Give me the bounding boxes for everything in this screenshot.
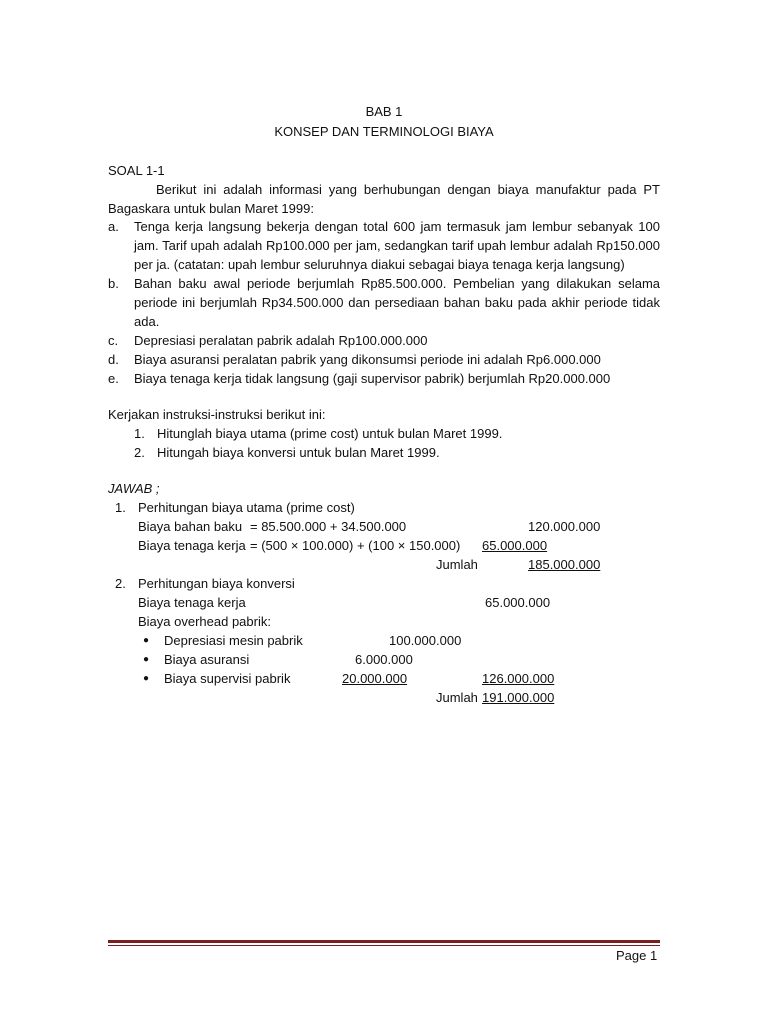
row1-formula: = 85.500.000 + 34.500.000 [250,519,407,534]
item-a-line-2: jam. Tarif upah adalah Rp100.000 per jam, sedangkan tarif upah lembur adalah Rp150.000 [134,238,660,253]
part1-total-label: Jumlah [436,557,478,572]
item-a-line-1: Tenga kerja langsung bekerja dengan total 600 jam termasuk jam lembur sebanyak 100 [134,219,660,234]
item-e-text: Biaya tenaga kerja tidak langsung (gaji supervisor pabrik) berjumlah Rp20.000.000 [134,371,611,386]
task-1-text: Hitunglah biaya utama (prime cost) untuk bulan Maret 1999. [157,426,503,441]
item-d-text: Biaya asuransi peralatan pabrik yang dikonsumsi periode ini adalah Rp6.000.000 [134,352,601,367]
part1-total-value: 185.000.000 [528,557,601,572]
footer-rule-thin [108,945,660,946]
bullet-icon: ● [143,635,150,646]
instruction-text: Kerjakan instruksi-instruksi berikut ini: [108,407,326,422]
task-2-text: Hitungah biaya konversi untuk bulan Maret 1999. [157,445,440,460]
part2-total-value: 191.000.000 [482,690,555,705]
bullet-2-label: Biaya asuransi [164,652,250,667]
intro-line-2: Bagaskara untuk bulan Maret 1999: [108,201,314,216]
chapter-heading: BAB 1 [365,104,403,119]
intro-line-1: Berikut ini adalah informasi yang berhubungan dengan biaya manufaktur pada PT [156,182,660,197]
row1-value: 120.000.000 [528,519,601,534]
answer-label: JAWAB ; [108,481,160,496]
page-number: Page 1 [616,948,658,963]
row2-value: 65.000.000 [482,538,548,553]
bullet-3-label: Biaya supervisi pabrik [164,671,291,686]
item-c-text: Depresiasi peralatan pabrik adalah Rp100.000.000 [134,333,428,348]
item-marker: e. [108,371,119,386]
task-marker: 1. [134,426,145,441]
part2-title: Perhitungan biaya konversi [138,576,295,591]
chapter-title: KONSEP DAN TERMINOLOGI BIAYA [274,124,494,139]
item-a-line-3: per ja. (catatan: upah lembur seluruhnya diakui sebagai biaya tenaga kerja langsung) [134,257,625,272]
overhead-label: Biaya overhead pabrik: [138,614,271,629]
footer-rule [108,940,660,943]
item-marker: a. [108,219,119,234]
bullet-3-value: 20.000.000 [342,671,408,686]
bullet-icon: ● [143,673,150,684]
row1-label: Biaya bahan baku [138,519,243,534]
part-marker: 2. [115,576,126,591]
overhead-subtotal: 126.000.000 [482,671,555,686]
part-marker: 1. [115,500,126,515]
bullet-1-value: 100.000.000 [389,633,462,648]
labor-label: Biaya tenaga kerja [138,595,246,610]
task-marker: 2. [134,445,145,460]
bullet-2-value: 6.000.000 [355,652,413,667]
row2-formula: = (500 × 100.000) + (100 × 150.000) [250,538,461,553]
problem-label: SOAL 1-1 [108,163,165,178]
row2-label: Biaya tenaga kerja [138,538,246,553]
item-b-line-2: periode ini berjumlah Rp34.500.000 dan persediaan bahan baku pada akhir periode tidak [134,295,660,310]
item-b-line-3: ada. [134,314,160,329]
labor-value: 65.000.000 [485,595,551,610]
item-marker: c. [108,333,119,348]
item-b-line-1: Bahan baku awal periode berjumlah Rp85.500.000. Pembelian yang dilakukan selama [134,276,660,291]
item-marker: d. [108,352,119,367]
bullet-1-label: Depresiasi mesin pabrik [164,633,303,648]
part2-total-label: Jumlah [436,690,478,705]
part1-title: Perhitungan biaya utama (prime cost) [138,500,355,515]
bullet-icon: ● [143,654,150,665]
item-marker: b. [108,276,119,291]
